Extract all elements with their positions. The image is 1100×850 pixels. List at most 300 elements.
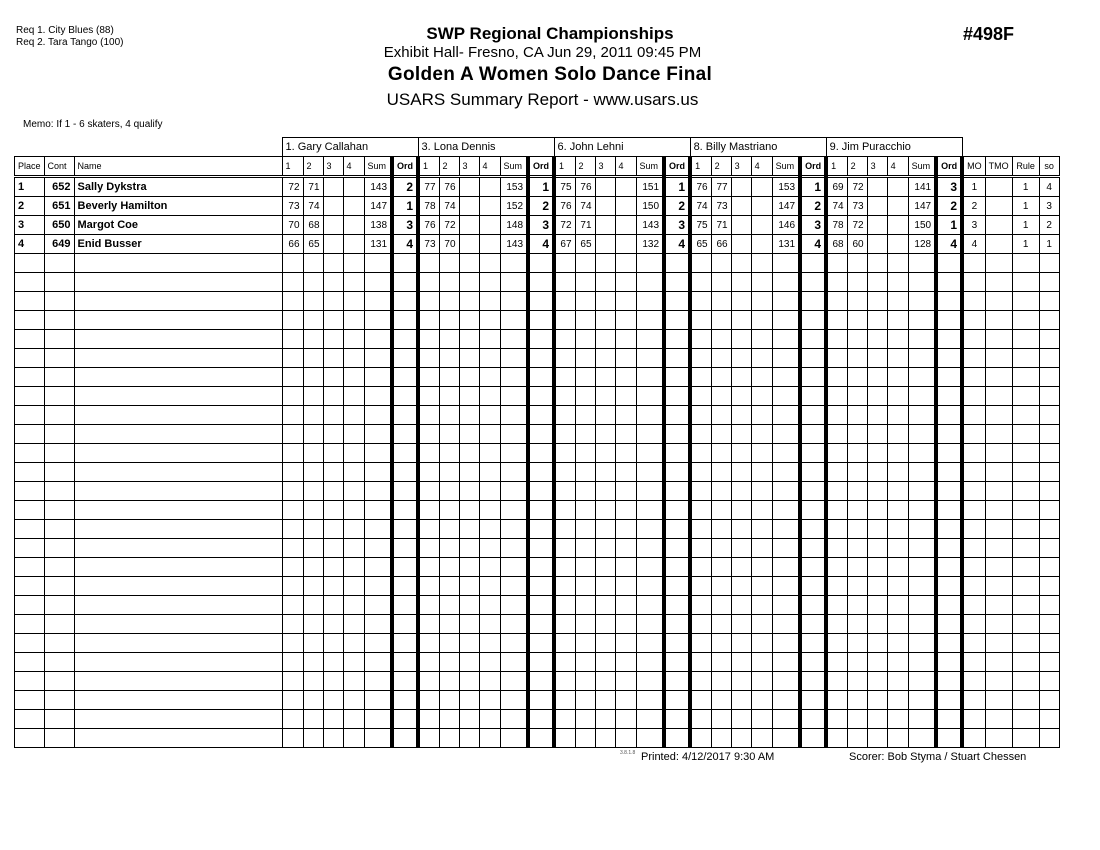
- empty-cell: [343, 444, 364, 463]
- empty-cell: [962, 254, 985, 273]
- empty-cell: [500, 406, 528, 425]
- empty-cell: [936, 615, 962, 634]
- score: [615, 177, 636, 197]
- header-judge-col: 2: [711, 157, 731, 177]
- empty-cell: [772, 577, 800, 596]
- empty-cell: [74, 406, 282, 425]
- empty-cell: [479, 501, 500, 520]
- skater-name: Margot Coe: [74, 216, 282, 235]
- sum: 152: [500, 197, 528, 216]
- empty-cell: [936, 691, 962, 710]
- empty-cell: [575, 729, 595, 748]
- empty-cell: [74, 539, 282, 558]
- empty-cell: [826, 463, 847, 482]
- empty-cell: [500, 273, 528, 292]
- empty-cell: [826, 292, 847, 311]
- empty-cell: [826, 729, 847, 748]
- header-judge-col: 2: [575, 157, 595, 177]
- empty-cell: [615, 425, 636, 444]
- empty-cell: [1039, 463, 1059, 482]
- empty-cell: [500, 520, 528, 539]
- empty-cell: [962, 406, 985, 425]
- empty-cell: [479, 710, 500, 729]
- empty-cell: [439, 691, 459, 710]
- empty-cell: [439, 710, 459, 729]
- empty-cell: [962, 729, 985, 748]
- empty-cell: [887, 330, 908, 349]
- empty-cell: [15, 292, 45, 311]
- empty-cell: [690, 501, 711, 520]
- empty-cell: [323, 349, 343, 368]
- empty-cell: [1012, 691, 1039, 710]
- empty-cell: [282, 672, 303, 691]
- empty-cell: [887, 577, 908, 596]
- empty-cell: [690, 444, 711, 463]
- empty-cell: [847, 577, 867, 596]
- empty-cell: [528, 558, 554, 577]
- empty-cell: [439, 406, 459, 425]
- score: 73: [418, 235, 439, 254]
- empty-cell: [690, 539, 711, 558]
- score: [343, 216, 364, 235]
- empty-cell: [800, 368, 826, 387]
- empty-cell: [528, 425, 554, 444]
- empty-cell: [636, 501, 664, 520]
- empty-cell: [418, 615, 439, 634]
- empty-cell: [575, 596, 595, 615]
- empty-cell: [439, 387, 459, 406]
- empty-cell: [636, 653, 664, 672]
- score: [751, 235, 772, 254]
- cont-number: 649: [44, 235, 74, 254]
- empty-cell: [800, 596, 826, 615]
- empty-cell: [615, 596, 636, 615]
- empty-cell: [985, 349, 1012, 368]
- judge-header-row: [15, 138, 1060, 157]
- score: 68: [303, 216, 323, 235]
- empty-cell: [323, 729, 343, 748]
- empty-cell: [343, 406, 364, 425]
- empty-cell: [439, 330, 459, 349]
- empty-cell: [887, 729, 908, 748]
- header-judge-col: Sum: [908, 157, 936, 177]
- empty-cell: [343, 368, 364, 387]
- empty-cell: [554, 596, 575, 615]
- empty-cell: [554, 710, 575, 729]
- empty-cell: [711, 653, 731, 672]
- empty-cell: [826, 653, 847, 672]
- empty-cell: [74, 254, 282, 273]
- empty-cell: [731, 501, 751, 520]
- empty-cell: [847, 691, 867, 710]
- empty-cell: [936, 311, 962, 330]
- empty-cell: [800, 672, 826, 691]
- empty-cell: [847, 729, 867, 748]
- empty-cell: [418, 558, 439, 577]
- empty-cell: [690, 330, 711, 349]
- empty-cell: [44, 501, 74, 520]
- empty-cell: [1039, 634, 1059, 653]
- empty-cell: [303, 311, 323, 330]
- empty-cell: [439, 729, 459, 748]
- empty-cell: [392, 273, 418, 292]
- empty-cell: [44, 254, 74, 273]
- score: 72: [554, 216, 575, 235]
- empty-cell: [418, 311, 439, 330]
- empty-cell: [303, 729, 323, 748]
- empty-cell: [800, 520, 826, 539]
- empty-cell: [772, 729, 800, 748]
- empty-cell: [595, 672, 615, 691]
- empty-cell: [439, 634, 459, 653]
- empty-cell: [731, 615, 751, 634]
- empty-cell: [282, 634, 303, 653]
- event-number: #498F: [963, 24, 1015, 44]
- empty-cell: [479, 691, 500, 710]
- empty-cell: [826, 368, 847, 387]
- empty-cell: [479, 558, 500, 577]
- empty-cell: [615, 520, 636, 539]
- empty-cell: [74, 482, 282, 501]
- printed-timestamp: Printed: 4/12/2017 9:30 AM: [641, 751, 775, 763]
- empty-cell: [636, 292, 664, 311]
- empty-cell: [554, 653, 575, 672]
- score: 72: [847, 177, 867, 197]
- empty-cell: [664, 672, 690, 691]
- empty-cell: [800, 615, 826, 634]
- empty-cell: [751, 615, 772, 634]
- empty-cell: [15, 539, 45, 558]
- empty-cell: [554, 254, 575, 273]
- empty-cell: [772, 254, 800, 273]
- so: 1: [1039, 235, 1059, 254]
- empty-cell: [847, 596, 867, 615]
- empty-cell: [636, 425, 664, 444]
- empty-cell: [772, 292, 800, 311]
- header-judge-col: 4: [751, 157, 772, 177]
- empty-cell: [962, 292, 985, 311]
- empty-cell: [44, 311, 74, 330]
- empty-cell: [595, 311, 615, 330]
- empty-cell: [772, 482, 800, 501]
- empty-cell: [800, 558, 826, 577]
- empty-cell: [962, 330, 985, 349]
- header-judge-col: 3: [323, 157, 343, 177]
- empty-cell: [867, 501, 887, 520]
- empty-cell: [867, 254, 887, 273]
- empty-cell: [800, 634, 826, 653]
- sum: 147: [364, 197, 392, 216]
- empty-cell: [867, 729, 887, 748]
- empty-cell: [74, 501, 282, 520]
- empty-cell: [479, 311, 500, 330]
- empty-cell: [479, 596, 500, 615]
- empty-cell: [1039, 311, 1059, 330]
- empty-cell: [343, 463, 364, 482]
- empty-cell: [323, 368, 343, 387]
- empty-cell: [459, 406, 479, 425]
- empty-cell: [731, 596, 751, 615]
- empty-cell: [962, 501, 985, 520]
- empty-cell: [690, 368, 711, 387]
- empty-cell: [282, 425, 303, 444]
- empty-cell: [595, 425, 615, 444]
- empty-cell: [343, 311, 364, 330]
- empty-cell: [459, 672, 479, 691]
- empty-cell: [575, 482, 595, 501]
- empty-cell: [636, 520, 664, 539]
- empty-cell: [479, 292, 500, 311]
- empty-cell: [847, 501, 867, 520]
- header-judge-col: Sum: [636, 157, 664, 177]
- score: [595, 216, 615, 235]
- empty-cell: [664, 387, 690, 406]
- empty-cell: [74, 387, 282, 406]
- empty-cell: [887, 292, 908, 311]
- empty-cell: [343, 330, 364, 349]
- empty-cell: [418, 577, 439, 596]
- empty-cell: [826, 672, 847, 691]
- mo: 1: [962, 177, 985, 197]
- empty-cell: [282, 254, 303, 273]
- table-row: [15, 216, 1060, 235]
- empty-cell: [323, 653, 343, 672]
- empty-cell: [867, 539, 887, 558]
- score: [479, 197, 500, 216]
- empty-cell: [772, 273, 800, 292]
- empty-cell: [636, 406, 664, 425]
- empty-cell: [751, 672, 772, 691]
- score: 69: [826, 177, 847, 197]
- empty-cell: [847, 330, 867, 349]
- empty-cell: [985, 463, 1012, 482]
- empty-cell: [595, 501, 615, 520]
- empty-cell: [664, 577, 690, 596]
- score: [731, 216, 751, 235]
- empty-cell: [343, 710, 364, 729]
- empty-cell: [1012, 672, 1039, 691]
- empty-cell: [615, 558, 636, 577]
- empty-cell: [1012, 425, 1039, 444]
- empty-cell: [867, 444, 887, 463]
- empty-cell: [711, 330, 731, 349]
- empty-row: [15, 672, 1060, 691]
- empty-cell: [731, 653, 751, 672]
- empty-cell: [636, 254, 664, 273]
- empty-cell: [364, 539, 392, 558]
- empty-cell: [282, 406, 303, 425]
- empty-cell: [615, 653, 636, 672]
- score: [323, 177, 343, 197]
- empty-cell: [985, 710, 1012, 729]
- empty-cell: [554, 330, 575, 349]
- empty-cell: [282, 273, 303, 292]
- empty-cell: [459, 482, 479, 501]
- empty-cell: [303, 710, 323, 729]
- empty-cell: [887, 653, 908, 672]
- empty-cell: [908, 330, 936, 349]
- empty-cell: [731, 710, 751, 729]
- sum: 138: [364, 216, 392, 235]
- empty-cell: [44, 444, 74, 463]
- empty-cell: [908, 615, 936, 634]
- empty-cell: [575, 615, 595, 634]
- sum: 143: [500, 235, 528, 254]
- score: 76: [439, 177, 459, 197]
- ordinal: 1: [800, 177, 826, 197]
- score: [479, 177, 500, 197]
- score: 76: [575, 177, 595, 197]
- empty-cell: [751, 444, 772, 463]
- empty-cell: [690, 653, 711, 672]
- empty-cell: [636, 368, 664, 387]
- empty-cell: [772, 672, 800, 691]
- empty-cell: [418, 444, 439, 463]
- empty-cell: [1039, 425, 1059, 444]
- empty-cell: [479, 425, 500, 444]
- empty-cell: [303, 387, 323, 406]
- score: [459, 197, 479, 216]
- score: 66: [282, 235, 303, 254]
- empty-cell: [44, 729, 74, 748]
- table-row: [15, 177, 1060, 197]
- empty-cell: [1039, 558, 1059, 577]
- empty-cell: [595, 634, 615, 653]
- empty-cell: [936, 634, 962, 653]
- empty-cell: [459, 330, 479, 349]
- mo: 4: [962, 235, 985, 254]
- empty-cell: [303, 444, 323, 463]
- empty-cell: [936, 406, 962, 425]
- empty-cell: [392, 729, 418, 748]
- empty-cell: [364, 368, 392, 387]
- score: [459, 216, 479, 235]
- empty-cell: [867, 387, 887, 406]
- score: 77: [711, 177, 731, 197]
- rule: 1: [1012, 235, 1039, 254]
- empty-cell: [303, 577, 323, 596]
- empty-row: [15, 729, 1060, 748]
- empty-cell: [554, 463, 575, 482]
- empty-cell: [908, 501, 936, 520]
- empty-cell: [303, 406, 323, 425]
- empty-cell: [985, 254, 1012, 273]
- header-judge-col: 4: [479, 157, 500, 177]
- empty-cell: [731, 672, 751, 691]
- empty-cell: [772, 387, 800, 406]
- empty-cell: [664, 368, 690, 387]
- score: [867, 216, 887, 235]
- empty-cell: [439, 520, 459, 539]
- empty-cell: [908, 520, 936, 539]
- empty-cell: [575, 406, 595, 425]
- empty-cell: [282, 349, 303, 368]
- empty-cell: [615, 330, 636, 349]
- empty-cell: [908, 539, 936, 558]
- score: 66: [711, 235, 731, 254]
- sum: 143: [364, 177, 392, 197]
- empty-cell: [664, 539, 690, 558]
- score: [323, 216, 343, 235]
- empty-cell: [867, 558, 887, 577]
- ordinal: 1: [528, 177, 554, 197]
- empty-cell: [615, 444, 636, 463]
- empty-cell: [711, 596, 731, 615]
- empty-cell: [528, 615, 554, 634]
- empty-cell: [439, 273, 459, 292]
- empty-cell: [15, 672, 45, 691]
- empty-cell: [303, 501, 323, 520]
- header-judge-col: 4: [615, 157, 636, 177]
- empty-cell: [1039, 273, 1059, 292]
- empty-cell: [1012, 482, 1039, 501]
- empty-cell: [1012, 330, 1039, 349]
- empty-cell: [847, 254, 867, 273]
- header-judge-col: 2: [847, 157, 867, 177]
- empty-cell: [392, 482, 418, 501]
- empty-cell: [1012, 311, 1039, 330]
- empty-cell: [615, 577, 636, 596]
- empty-cell: [690, 596, 711, 615]
- empty-cell: [664, 691, 690, 710]
- empty-cell: [887, 672, 908, 691]
- empty-cell: [74, 444, 282, 463]
- empty-cell: [595, 558, 615, 577]
- tmo: [985, 177, 1012, 197]
- empty-cell: [867, 425, 887, 444]
- empty-cell: [282, 539, 303, 558]
- empty-cell: [595, 387, 615, 406]
- empty-cell: [908, 463, 936, 482]
- empty-cell: [74, 710, 282, 729]
- empty-cell: [751, 539, 772, 558]
- empty-cell: [985, 425, 1012, 444]
- empty-cell: [751, 710, 772, 729]
- empty-cell: [936, 520, 962, 539]
- empty-cell: [887, 463, 908, 482]
- empty-cell: [826, 406, 847, 425]
- empty-cell: [772, 311, 800, 330]
- empty-cell: [74, 634, 282, 653]
- empty-cell: [800, 254, 826, 273]
- empty-cell: [554, 292, 575, 311]
- empty-cell: [751, 273, 772, 292]
- empty-cell: [847, 615, 867, 634]
- empty-cell: [936, 672, 962, 691]
- score: 65: [303, 235, 323, 254]
- score: [731, 235, 751, 254]
- empty-cell: [528, 539, 554, 558]
- empty-cell: [962, 615, 985, 634]
- empty-cell: [800, 710, 826, 729]
- empty-cell: [751, 330, 772, 349]
- empty-cell: [479, 634, 500, 653]
- empty-cell: [500, 539, 528, 558]
- empty-cell: [343, 254, 364, 273]
- empty-cell: [936, 368, 962, 387]
- empty-cell: [751, 520, 772, 539]
- empty-cell: [44, 273, 74, 292]
- empty-cell: [303, 463, 323, 482]
- empty-row: [15, 501, 1060, 520]
- empty-cell: [528, 577, 554, 596]
- results-table: [14, 137, 1060, 748]
- empty-cell: [1039, 368, 1059, 387]
- empty-cell: [554, 482, 575, 501]
- empty-cell: [575, 710, 595, 729]
- empty-cell: [74, 368, 282, 387]
- empty-cell: [323, 558, 343, 577]
